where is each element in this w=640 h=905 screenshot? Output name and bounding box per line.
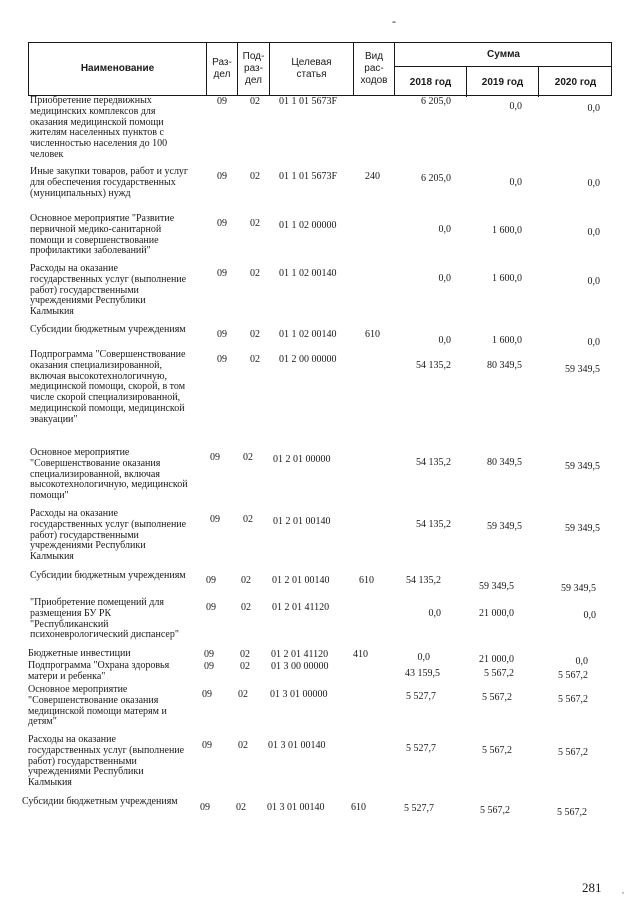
- row-amount-2019: 59 349,5: [487, 521, 522, 532]
- header-podrazdel: Под- раз- дел: [238, 43, 270, 95]
- row-podrazdel: 02: [241, 575, 251, 586]
- row-amount-2019: 1 600,0: [492, 273, 522, 284]
- row-name: Субсидии бюджетным учреждениям: [30, 570, 186, 581]
- row-target: 01 2 00 00000: [279, 354, 337, 365]
- row-amount-2018: 0,0: [417, 652, 430, 663]
- row-amount-2020: 0,0: [575, 656, 588, 667]
- row-amount-2018: 0,0: [428, 608, 441, 619]
- row-podrazdel: 02: [240, 661, 250, 672]
- row-vid: 610: [351, 802, 366, 813]
- row-razdel: 09: [217, 354, 227, 365]
- row-amount-2019: 21 000,0: [479, 654, 514, 665]
- row-amount-2020: 59 349,5: [565, 364, 600, 375]
- row-amount-2020: 0,0: [587, 276, 600, 287]
- row-podrazdel: 02: [250, 268, 260, 279]
- row-razdel: 09: [217, 171, 227, 182]
- row-amount-2020: 0,0: [587, 178, 600, 189]
- row-podrazdel: 02: [240, 649, 250, 660]
- row-podrazdel: 02: [243, 452, 253, 463]
- row-amount-2020: 59 349,5: [565, 461, 600, 472]
- row-podrazdel: 02: [250, 354, 260, 365]
- row-amount-2018: 6 205,0: [421, 173, 451, 184]
- row-podrazdel: 02: [238, 740, 248, 751]
- row-amount-2020: 0,0: [587, 103, 600, 114]
- row-amount-2019: 5 567,2: [482, 745, 512, 756]
- row-name: Субсидии бюджетным учреждениям: [30, 324, 186, 335]
- row-amount-2020: 0,0: [583, 610, 596, 621]
- row-razdel: 09: [217, 329, 227, 340]
- header-year-2020: 2020 год: [554, 76, 597, 88]
- row-name: Подпрограмма "Охрана здоровья матери и ребенка": [28, 660, 170, 682]
- row-razdel: 09: [217, 96, 227, 107]
- row-name: Бюджетные инвестиции: [28, 648, 131, 659]
- row-amount-2018: 54 135,2: [416, 457, 451, 468]
- row-target: 01 2 01 00140: [272, 575, 330, 586]
- row-target: 01 3 01 00000: [270, 689, 328, 700]
- row-razdel: 09: [204, 661, 214, 672]
- row-vid: 610: [365, 329, 380, 340]
- row-amount-2019: 80 349,5: [487, 360, 522, 371]
- row-podrazdel: 02: [250, 171, 260, 182]
- row-target: 01 1 01 5673F: [279, 96, 338, 107]
- row-amount-2018: 54 135,2: [406, 575, 441, 586]
- row-target: 01 3 00 00000: [271, 661, 329, 672]
- header-target: Целевая статья: [270, 43, 354, 95]
- row-target: 01 2 01 41120: [271, 649, 329, 660]
- row-amount-2020: 5 567,2: [558, 670, 588, 681]
- row-razdel: 09: [210, 514, 220, 525]
- row-amount-2018: 0,0: [438, 335, 451, 346]
- row-target: 01 2 01 00000: [273, 454, 331, 465]
- row-amount-2018: 54 135,2: [416, 360, 451, 371]
- row-name: Субсидии бюджетным учреждениям: [22, 796, 178, 807]
- header-vid: Вид рас- ходов: [354, 43, 395, 95]
- row-amount-2018: 43 159,5: [405, 668, 440, 679]
- row-vid: 410: [353, 649, 368, 660]
- row-name: Расходы на оказание государственных услуг (выполнение работ) государственными учреждениями Республики Калмыкия: [30, 508, 187, 563]
- row-amount-2019: 1 600,0: [492, 335, 522, 346]
- row-razdel: 09: [206, 602, 216, 613]
- header-summa: Сумма: [395, 43, 612, 67]
- page-number: 281: [582, 880, 602, 895]
- row-amount-2019: 59 349,5: [479, 581, 514, 592]
- row-amount-2019: 5 567,2: [482, 692, 512, 703]
- row-amount-2019: 0,0: [509, 101, 522, 112]
- header-razdel: Раз- дел: [207, 43, 238, 95]
- row-amount-2020: 59 349,5: [561, 583, 596, 594]
- row-target: 01 2 01 41120: [272, 602, 330, 613]
- row-vid: 240: [365, 171, 380, 182]
- header-year-2019: 2019 год: [467, 67, 539, 97]
- row-vid: 610: [359, 575, 374, 586]
- row-target: 01 1 02 00140: [279, 268, 337, 279]
- row-podrazdel: 02: [238, 689, 248, 700]
- row-podrazdel: 02: [243, 514, 253, 525]
- row-razdel: 09: [204, 649, 214, 660]
- row-podrazdel: 02: [236, 802, 246, 813]
- row-amount-2020: 0,0: [587, 227, 600, 238]
- row-target: 01 1 02 00000: [279, 220, 337, 231]
- row-amount-2019: 0,0: [509, 177, 522, 188]
- row-name: Подпрограмма "Совершенствование оказания специализированной, включая высокотехнологичную, медицинской помощи, скорой, в том числе скорой специализированной, медицинской помощи, медицинской эвакуации": [30, 349, 186, 425]
- row-name: Основное мероприятие "Совершенствование оказания медицинской помощи матерям и детям": [28, 684, 167, 728]
- row-razdel: 09: [202, 740, 212, 751]
- row-target: 01 2 01 00140: [273, 516, 331, 527]
- row-amount-2019: 5 567,2: [484, 668, 514, 679]
- row-name: Расходы на оказание государственных услуг (выполнение работ) государственными учреждениями Республики Калмыкия: [28, 734, 185, 789]
- row-amount-2019: 5 567,2: [480, 805, 510, 816]
- row-podrazdel: 02: [250, 96, 260, 107]
- row-amount-2020: 5 567,2: [558, 694, 588, 705]
- header-year-2018: 2018 год: [395, 67, 467, 97]
- page-mark: ,: [622, 886, 624, 895]
- row-amount-2020: 5 567,2: [557, 807, 587, 818]
- row-razdel: 09: [202, 689, 212, 700]
- row-amount-2018: 5 527,7: [406, 743, 436, 754]
- row-name: "Приобретение помещений для размещения БУ РК "Республиканский психоневрологический диспансер": [30, 597, 179, 641]
- row-amount-2020: 5 567,2: [558, 747, 588, 758]
- row-amount-2018: 0,0: [438, 224, 451, 235]
- row-name: Основное мероприятие "Совершенствование оказания специализированной, включая высокотехнологичную, медицинской помощи": [30, 447, 188, 502]
- row-podrazdel: 02: [250, 218, 260, 229]
- row-name: Основное мероприятие "Развитие первичной медико-санитарной помощи и совершенствование профилактики заболеваний": [30, 213, 175, 257]
- row-amount-2020: 0,0: [587, 337, 600, 348]
- row-amount-2018: 54 135,2: [416, 519, 451, 530]
- row-podrazdel: 02: [241, 602, 251, 613]
- row-target: 01 1 01 5673F: [279, 171, 338, 182]
- table-header: [28, 42, 612, 96]
- row-target: 01 1 02 00140: [279, 329, 337, 340]
- row-name: Приобретение передвижных медицинских комплексов для оказания медицинской помощи жителям населенных пунктов с численностью населения до 100 человек: [30, 95, 168, 160]
- row-razdel: 09: [217, 268, 227, 279]
- row-razdel: 09: [217, 218, 227, 229]
- row-target: 01 3 01 00140: [268, 740, 326, 751]
- row-amount-2019: 80 349,5: [487, 457, 522, 468]
- row-razdel: 09: [210, 452, 220, 463]
- row-razdel: 09: [200, 802, 210, 813]
- row-amount-2018: 6 205,0: [421, 96, 451, 107]
- row-name: Иные закупки товаров, работ и услуг для обеспечения государственных (муниципальных) нужд: [30, 166, 189, 199]
- header-name: Наименование: [29, 43, 207, 95]
- row-amount-2018: 5 527,7: [406, 691, 436, 702]
- row-amount-2019: 1 600,0: [492, 225, 522, 236]
- row-razdel: 09: [206, 575, 216, 586]
- row-amount-2019: 21 000,0: [479, 608, 514, 619]
- row-name: Расходы на оказание государственных услуг (выполнение работ) государственными учреждениями Республики Калмыкия: [30, 263, 187, 318]
- row-amount-2020: 59 349,5: [565, 523, 600, 534]
- top-dash-mark: -: [392, 14, 396, 28]
- row-amount-2018: 0,0: [438, 273, 451, 284]
- row-amount-2018: 5 527,7: [404, 803, 434, 814]
- row-target: 01 3 01 00140: [267, 802, 325, 813]
- row-podrazdel: 02: [250, 329, 260, 340]
